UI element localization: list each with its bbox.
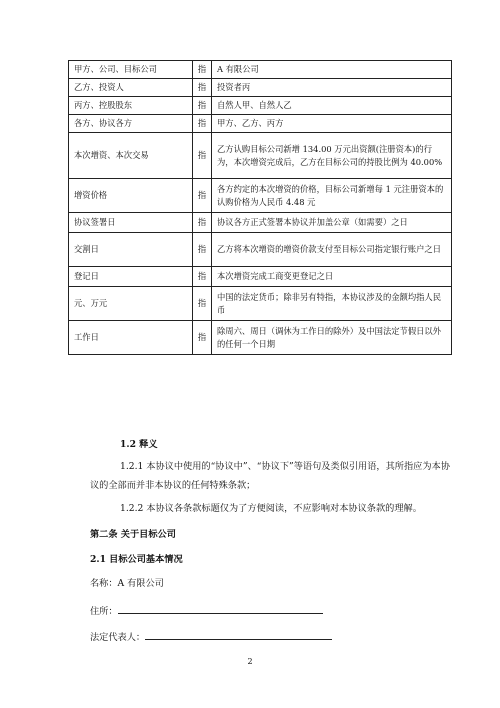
definition-term: 协议签署日 [69, 213, 193, 233]
definition-text: 乙方将本次增资的增资价款支付至目标公司指定银行账户之日 [212, 233, 452, 267]
definition-text: 甲方、乙方、丙方 [212, 115, 452, 133]
definition-marker: 指 [193, 115, 212, 133]
page-number: 2 [247, 657, 253, 666]
definition-term: 交割日 [69, 233, 193, 267]
definition-row [69, 79, 452, 97]
definition-text: 各方约定的本次增资的价格，目标公司新增每 1 元注册资本的认购价格为人民币 4.48 元 [212, 179, 452, 213]
definition-marker: 指 [193, 61, 212, 79]
definition-row [69, 179, 452, 213]
definitions-table-body [69, 61, 452, 355]
definition-marker: 指 [193, 213, 212, 233]
definition-text: 乙方认购目标公司新增 134.00 万元出资额(注册资本)的行为，本次增资完成后，乙方在目标公司的持股比例为 40.00% [212, 133, 452, 179]
definition-text: 自然人甲、自然人乙 [212, 97, 452, 115]
legal-rep-line [90, 629, 332, 645]
legal-rep-label: 法定代表人： [90, 632, 146, 643]
definition-row [69, 321, 452, 355]
definition-marker: 指 [193, 233, 212, 267]
definition-term: 本次增资、本次交易 [69, 133, 193, 179]
clause-1-2-1: 1.2.1 本协议中使用的“协议中”、“协议下”等语句及类似引用语，其所指应为本协议的全部而并非本协议的任何特殊条款； [90, 461, 450, 491]
definition-row [69, 133, 452, 179]
definition-term: 各方、协议各方 [69, 115, 193, 133]
definition-row [69, 233, 452, 267]
article-2-heading: 第二条 关于目标公司 [90, 529, 176, 540]
definition-term: 乙方、投资人 [69, 79, 193, 97]
definition-text: A 有限公司 [212, 61, 452, 79]
definition-marker: 指 [193, 267, 212, 287]
address-line [90, 603, 323, 619]
definition-term: 元、万元 [69, 287, 193, 321]
definitions-table [68, 60, 452, 355]
definition-marker: 指 [193, 287, 212, 321]
section-1-2-heading: 1.2 释义 [120, 439, 158, 450]
definition-text: 中国的法定货币；除非另有特指，本协议涉及的金额均指人民币 [212, 287, 452, 321]
definition-row [69, 267, 452, 287]
definition-marker: 指 [193, 179, 212, 213]
company-name-line: 名称：A 有限公司 [90, 578, 164, 589]
definition-row [69, 213, 452, 233]
definition-marker: 指 [193, 79, 212, 97]
address-blank [118, 603, 323, 614]
definition-row [69, 287, 452, 321]
definition-term: 增资价格 [69, 179, 193, 213]
definition-text: 除周六、周日（调休为工作日的除外）及中国法定节假日以外的任何一个日期 [212, 321, 452, 355]
definition-term: 丙方、控股股东 [69, 97, 193, 115]
definition-marker: 指 [193, 97, 212, 115]
definition-term: 甲方、公司、目标公司 [69, 61, 193, 79]
definition-text: 本次增资完成工商变更登记之日 [212, 267, 452, 287]
definition-text: 协议各方正式签署本协议并加盖公章（如需要）之日 [212, 213, 452, 233]
section-2-1-heading: 2.1 目标公司基本情况 [90, 554, 183, 565]
address-label: 住所： [90, 606, 118, 617]
definition-row [69, 115, 452, 133]
definition-row [69, 97, 452, 115]
definition-row [69, 61, 452, 79]
definition-term: 工作日 [69, 321, 193, 355]
definition-text: 投资者丙 [212, 79, 452, 97]
clause-1-2-2: 1.2.2 本协议各条款标题仅为了方便阅读，不应影响对本协议条款的理解。 [120, 503, 422, 514]
definition-marker: 指 [193, 133, 212, 179]
definition-marker: 指 [193, 321, 212, 355]
definition-term: 登记日 [69, 267, 193, 287]
legal-rep-blank [145, 629, 332, 640]
